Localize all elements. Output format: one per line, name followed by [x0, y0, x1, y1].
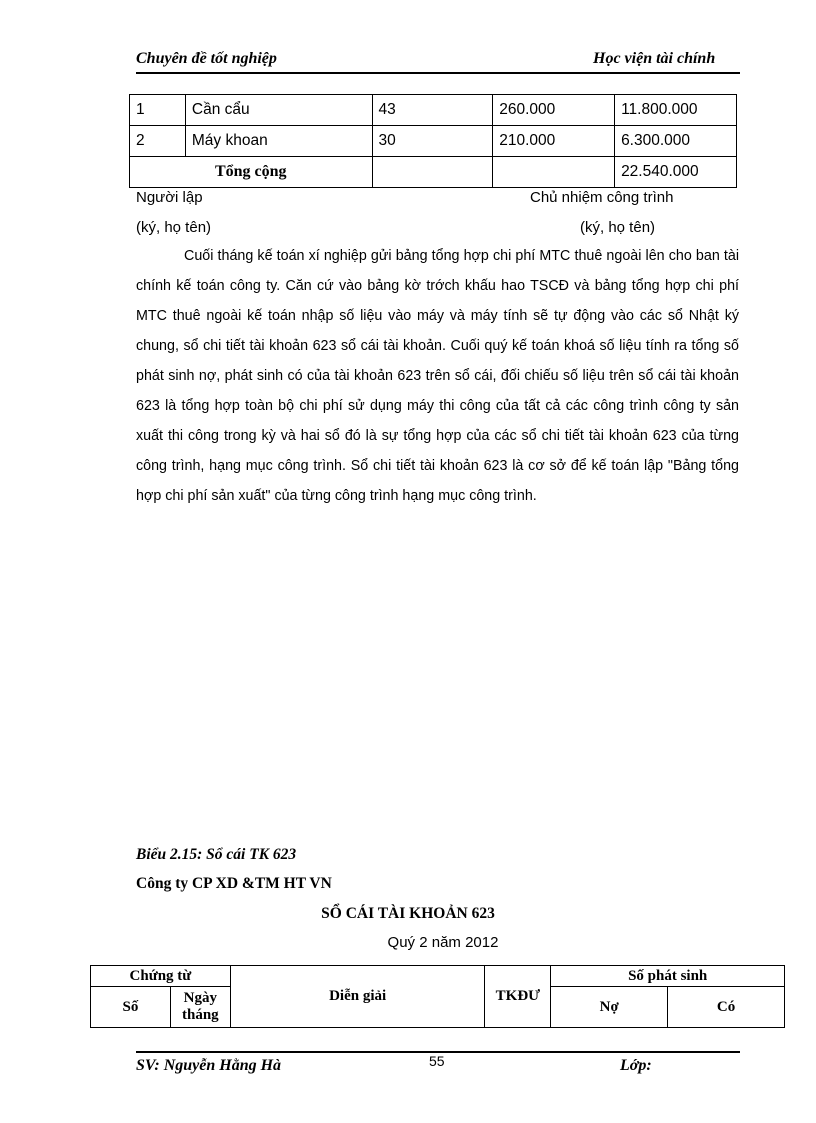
page-number: 55: [429, 1053, 445, 1069]
footer-student: SV: Nguyễn Hằng Hà: [136, 1057, 282, 1074]
unit-price: 260.000: [493, 95, 615, 126]
header-rule: [136, 72, 740, 74]
header-credit: Có: [668, 987, 785, 1028]
cost-table: [129, 94, 737, 188]
total-label: Tổng cộng: [130, 157, 373, 188]
unit-price: 210.000: [493, 126, 615, 157]
signer-right-title: Chủ nhiệm công trình: [530, 189, 674, 206]
header-date: Ngày tháng: [170, 987, 230, 1028]
body-paragraph: Cuối tháng kế toán xí nghiệp gửi bảng tổng hợp chi phí MTC thuê ngoài lên cho ban tài chính kế toán công ty. Căn cứ vào bảng kờ trớch khấu hao TSCĐ và bảng tổng hợp chi phí MTC thuê ngoài kế toán nhập số liệu vào máy và máy tính sẽ tự động vào các sổ Nhật ký chung, sổ chi tiết tài khoản 623 sổ cái tài khoản. Cuối quý kế toán khoá số liệu tính ra tổng số phát sinh nợ, phát sinh có của tài khoản 623 trên sổ cái, đối chiếu số liệu trên sổ cái tài khoản 623 là tổng hợp toàn bộ chi phí sử dụng máy thi công của tất cả các công trình công ty sản xuất thi công trong kỳ và hai sổ đó là sự tổng hợp của các sổ chi tiết tài khoản 623 của từng công trình, hạng mục công trình. Sổ chi tiết tài khoản 623 là cơ sở để kế toán lập "Bảng tổng hợp chi phí sản xuất" của từng công trình hạng mục công trình.: [136, 248, 739, 504]
header-account: TKĐƯ: [485, 966, 551, 1028]
header-amount: Số phát sinh: [551, 966, 785, 987]
footer-class: Lớp:: [620, 1057, 652, 1074]
header-right: Học viện tài chính: [593, 50, 716, 67]
header-description: Diễn giải: [230, 966, 485, 1028]
header-voucher: Chứng từ: [91, 966, 231, 987]
header-number: Số: [91, 987, 171, 1028]
signer-left-title: Người lập: [136, 189, 203, 206]
total-row: [130, 157, 737, 188]
signer-left-note: (ký, họ tên): [136, 219, 212, 236]
ledger-caption: Biểu 2.15: Sổ cái TK 623: [136, 846, 297, 863]
ledger-period: Quý 2 năm 2012: [387, 934, 499, 951]
table-row: [130, 95, 737, 126]
header-left: Chuyên đề tốt nghiệp: [136, 50, 277, 67]
machine-name: Cần cẩu: [185, 95, 372, 126]
row-index: 2: [130, 126, 186, 157]
company-name: Công ty CP XD &TM HT VN: [136, 875, 332, 892]
row-index: 1: [130, 95, 186, 126]
ledger-title: SỔ CÁI TÀI KHOẢN 623: [321, 905, 495, 922]
quantity: 43: [372, 95, 493, 126]
amount: 11.800.000: [615, 95, 737, 126]
amount: 6.300.000: [615, 126, 737, 157]
table-row: [130, 126, 737, 157]
machine-name: Máy khoan: [185, 126, 372, 157]
signer-right-note: (ký, họ tên): [580, 219, 656, 236]
quantity: 30: [372, 126, 493, 157]
total-value: 22.540.000: [615, 157, 737, 188]
header-debit: Nợ: [551, 987, 668, 1028]
ledger-table: [90, 965, 785, 1028]
